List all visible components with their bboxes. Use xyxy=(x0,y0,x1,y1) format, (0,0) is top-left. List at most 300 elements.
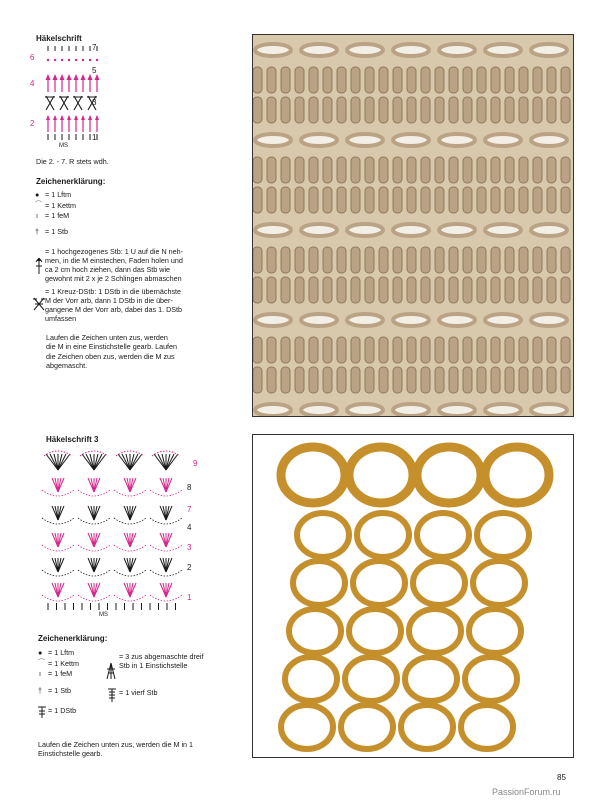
chart1-repeat-note: Die 2. - 7. R stets wdh. xyxy=(36,157,109,166)
stitch-shape xyxy=(253,277,262,303)
stitch-shape xyxy=(505,157,514,183)
stitch-shape xyxy=(365,337,374,363)
stitch-shape xyxy=(561,67,570,93)
chain-dot xyxy=(47,59,49,61)
gap-shape xyxy=(255,224,291,236)
chart1-row-2: 2 xyxy=(30,119,35,128)
stb-head xyxy=(88,115,92,120)
gap-shape xyxy=(485,224,521,236)
gap-shape xyxy=(485,404,521,416)
chart1-note: Laufen die Zeichen unten zus, werden die M in eine Einstichstelle gearb. Laufen die Zeichen oben zus, werden die M zus abgemascht. xyxy=(46,333,178,370)
stitch-shape xyxy=(533,337,542,363)
stitch-shape xyxy=(561,337,570,363)
stb-head xyxy=(53,115,57,120)
stitch-shape xyxy=(519,67,528,93)
stitch-shape xyxy=(323,67,332,93)
loop-shape xyxy=(477,513,529,557)
stitch-shape xyxy=(449,157,458,183)
stitch-shape xyxy=(421,277,430,303)
stitch-shape xyxy=(449,97,458,123)
chart1-row-4: 4 xyxy=(30,79,35,88)
stitch-shape xyxy=(295,97,304,123)
arc-icon: ⌒ xyxy=(38,658,46,667)
loop-shape xyxy=(281,705,333,749)
stitch-shape xyxy=(365,157,374,183)
stitch-shape xyxy=(491,337,500,363)
legend2-item-three-stb: = 3 zus abgemaschte dreif Stb in 1 Einstichstelle xyxy=(106,652,256,679)
stitch-shape xyxy=(505,247,514,273)
three-stb-together-icon xyxy=(106,654,116,688)
stitch-shape xyxy=(463,337,472,363)
dot-icon: ● xyxy=(38,648,43,657)
stitch-shape xyxy=(421,97,430,123)
gap-shape xyxy=(255,134,291,146)
stb-icon: † xyxy=(38,686,42,695)
stitch-shape xyxy=(337,157,346,183)
stitch-shape xyxy=(253,337,262,363)
stitch-shape xyxy=(337,97,346,123)
loop-shape xyxy=(345,657,397,701)
stitch-shape xyxy=(491,157,500,183)
dot-icon: ● xyxy=(35,190,40,199)
stitch-shape xyxy=(547,367,556,393)
legend1-item-pulled: = 1 hochgezogenes Stb: 1 U auf die N neh- men, in die M einstechen, Faden holen und ca 2 cm hoch ziehen, dann das Stb wie gewohnt mit 2 x je 2 Schlingen abmaschen xyxy=(33,247,313,274)
cross-mark xyxy=(59,96,69,110)
fan-mark xyxy=(158,454,166,470)
loop-shape xyxy=(405,657,457,701)
stitch-shape xyxy=(449,367,458,393)
stitch-shape xyxy=(491,277,500,303)
dstb-icon xyxy=(38,706,46,718)
stitch-shape xyxy=(463,187,472,213)
stitch-shape xyxy=(519,277,528,303)
stitch-shape xyxy=(253,187,262,213)
stb-head xyxy=(95,115,99,120)
stitch-shape xyxy=(533,187,542,213)
stitch-shape xyxy=(337,337,346,363)
stitch-shape xyxy=(253,157,262,183)
stitch-shape xyxy=(365,367,374,393)
stitch-shape xyxy=(309,247,318,273)
stitch-shape xyxy=(309,97,318,123)
stitch-shape xyxy=(281,367,290,393)
stitch-shape xyxy=(309,67,318,93)
stitch-shape xyxy=(435,247,444,273)
chart1-ms-label: MS xyxy=(59,143,68,149)
stitch-shape xyxy=(477,337,486,363)
stitch-shape xyxy=(379,97,388,123)
stitch-shape xyxy=(477,187,486,213)
stb-head xyxy=(67,115,71,120)
stitch-shape xyxy=(281,187,290,213)
gap-shape xyxy=(255,44,291,56)
legend1-item-cross: = 1 Kreuz-DStb: 1 DStb in die übernächste M der Vorr arb, dann 1 DStb in die über- gangene M der Vorr arb, dabei das 1. DStb umfassen xyxy=(33,287,313,314)
stitch-shape xyxy=(505,97,514,123)
page-number: 85 xyxy=(557,773,566,782)
gap-shape xyxy=(393,404,429,416)
stitch-shape xyxy=(379,247,388,273)
stitch-shape xyxy=(477,247,486,273)
loop-shape xyxy=(465,657,517,701)
loop-shape xyxy=(341,705,393,749)
chart2-diagram xyxy=(36,448,196,618)
stitch-shape xyxy=(295,187,304,213)
loop-shape xyxy=(401,705,453,749)
chart1-row-1: 1 xyxy=(92,133,97,142)
stitch-shape xyxy=(323,157,332,183)
gap-shape xyxy=(485,314,521,326)
stitch-shape xyxy=(323,97,332,123)
gap-shape xyxy=(301,224,337,236)
stitch-shape xyxy=(449,277,458,303)
fan-shape xyxy=(417,447,481,503)
stitch-shape xyxy=(365,67,374,93)
legend1-title: Zeichenerklärung: xyxy=(36,177,106,186)
stitch-shape xyxy=(421,367,430,393)
stitch-shape xyxy=(463,157,472,183)
stitch-shape xyxy=(309,187,318,213)
stitch-shape xyxy=(393,157,402,183)
stitch-shape xyxy=(547,67,556,93)
stitch-shape xyxy=(505,337,514,363)
chart1-title: Häkelschrift xyxy=(36,34,82,43)
legend2-title: Zeichenerklärung: xyxy=(38,634,108,643)
stitch-shape xyxy=(379,187,388,213)
stitch-shape xyxy=(281,247,290,273)
stitch-shape xyxy=(267,247,276,273)
gap-shape xyxy=(255,404,291,416)
stitch-shape xyxy=(449,67,458,93)
stitch-shape xyxy=(323,247,332,273)
pulled-head xyxy=(53,74,58,80)
stitch-shape xyxy=(561,247,570,273)
stitch-shape xyxy=(281,277,290,303)
stitch-shape xyxy=(477,277,486,303)
stitch-shape xyxy=(533,157,542,183)
stitch-shape xyxy=(547,247,556,273)
stitch-shape xyxy=(351,337,360,363)
stitch-shape xyxy=(463,367,472,393)
stitch-shape xyxy=(379,337,388,363)
cross-mark xyxy=(45,96,55,110)
stitch-shape xyxy=(463,97,472,123)
chart2-row-8: 8 xyxy=(187,483,192,492)
stitch-shape xyxy=(267,367,276,393)
loop-shape xyxy=(297,513,349,557)
gap-shape xyxy=(301,134,337,146)
stitch-shape xyxy=(309,367,318,393)
stitch-shape xyxy=(337,67,346,93)
stitch-shape xyxy=(337,187,346,213)
stitch-shape xyxy=(365,97,374,123)
stitch-shape xyxy=(449,247,458,273)
loop-shape xyxy=(349,609,401,653)
stitch-shape xyxy=(379,277,388,303)
gap-shape xyxy=(531,134,567,146)
stitch-shape xyxy=(253,97,262,123)
gap-shape xyxy=(531,404,567,416)
gap-shape xyxy=(485,134,521,146)
gap-shape xyxy=(347,404,383,416)
stitch-shape xyxy=(407,67,416,93)
stitch-shape xyxy=(407,247,416,273)
stitch-shape xyxy=(267,67,276,93)
gap-shape xyxy=(393,314,429,326)
stitch-shape xyxy=(561,367,570,393)
stitch-shape xyxy=(267,277,276,303)
stb-head xyxy=(81,115,85,120)
stitch-shape xyxy=(491,67,500,93)
stitch-shape xyxy=(337,367,346,393)
stitch-shape xyxy=(505,67,514,93)
stitch-shape xyxy=(393,67,402,93)
gap-shape xyxy=(439,314,475,326)
arc-icon: ⌒ xyxy=(35,200,43,209)
chart2-ms-label: MS xyxy=(99,612,108,618)
gap-shape xyxy=(439,134,475,146)
chain-dot xyxy=(96,59,98,61)
stitch-shape xyxy=(533,97,542,123)
stitch-shape xyxy=(379,367,388,393)
chart1-row-7: 7 xyxy=(92,43,97,52)
fan-mark xyxy=(86,454,94,470)
stitch-shape xyxy=(351,187,360,213)
stitch-shape xyxy=(309,337,318,363)
stitch-shape xyxy=(393,187,402,213)
stitch-shape xyxy=(547,337,556,363)
stitch-shape xyxy=(351,97,360,123)
stitch-shape xyxy=(421,337,430,363)
loop-shape xyxy=(409,609,461,653)
gap-shape xyxy=(439,404,475,416)
stitch-shape xyxy=(295,277,304,303)
fan-mark xyxy=(50,454,58,470)
stitch-shape xyxy=(421,247,430,273)
stb-head xyxy=(60,115,64,120)
stitch-shape xyxy=(477,67,486,93)
stitch-shape xyxy=(323,337,332,363)
stitch-shape xyxy=(253,247,262,273)
pulled-head xyxy=(60,74,65,80)
stitch-shape xyxy=(491,367,500,393)
loop-shape xyxy=(293,561,345,605)
stitch-shape xyxy=(421,157,430,183)
stitch-shape xyxy=(295,157,304,183)
stitch-shape xyxy=(351,157,360,183)
stitch-shape xyxy=(547,187,556,213)
gap-shape xyxy=(393,134,429,146)
pulled-head xyxy=(67,74,72,80)
stitch-shape xyxy=(281,157,290,183)
chain-dot xyxy=(68,59,70,61)
stitch-shape xyxy=(267,337,276,363)
stitch-shape xyxy=(407,367,416,393)
vierf-stb-icon xyxy=(108,688,116,702)
stitch-shape xyxy=(463,277,472,303)
stitch-shape xyxy=(533,247,542,273)
loop-shape xyxy=(417,513,469,557)
stitch-shape xyxy=(281,337,290,363)
cross-mark xyxy=(73,96,83,110)
stitch-shape xyxy=(337,277,346,303)
stitch-shape xyxy=(519,247,528,273)
stitch-shape xyxy=(519,187,528,213)
chart1-row-6: 6 xyxy=(30,53,35,62)
cross-dstb-icon xyxy=(33,288,45,320)
gap-shape xyxy=(347,314,383,326)
chart2-row-4: 4 xyxy=(187,523,192,532)
chart1-row-5: 5 xyxy=(92,66,97,75)
loop-shape xyxy=(353,561,405,605)
stitch-shape xyxy=(561,157,570,183)
pulled-head xyxy=(81,74,86,80)
loop-shape xyxy=(473,561,525,605)
stitch-shape xyxy=(323,277,332,303)
stb-head xyxy=(46,115,50,120)
stitch-shape xyxy=(309,157,318,183)
bar-icon: ı xyxy=(39,669,41,678)
stitch-shape xyxy=(379,67,388,93)
loop-shape xyxy=(461,705,513,749)
stitch-shape xyxy=(351,277,360,303)
stitch-shape xyxy=(351,67,360,93)
stitch-shape xyxy=(421,187,430,213)
stitch-shape xyxy=(435,157,444,183)
stitch-shape xyxy=(337,247,346,273)
stitch-shape xyxy=(267,187,276,213)
stitch-shape xyxy=(533,67,542,93)
pulled-head xyxy=(74,74,79,80)
stitch-shape xyxy=(491,187,500,213)
gap-shape xyxy=(485,44,521,56)
stb-icon: † xyxy=(35,227,39,236)
stitch-shape xyxy=(519,367,528,393)
stitch-shape xyxy=(561,97,570,123)
chart2-row-2: 2 xyxy=(187,563,192,572)
stitch-shape xyxy=(463,247,472,273)
chart2-row-9: 9 xyxy=(193,459,198,468)
chart2-row-3: 3 xyxy=(187,543,192,552)
chain-dot xyxy=(54,59,56,61)
stitch-shape xyxy=(561,187,570,213)
gap-shape xyxy=(301,404,337,416)
stb-head xyxy=(74,115,78,120)
stitch-shape xyxy=(393,247,402,273)
stitch-shape xyxy=(407,337,416,363)
stitch-shape xyxy=(365,247,374,273)
chart2-note: Laufen die Zeichen unten zus, werden die M in 1 Einstichstelle gearb. xyxy=(38,740,194,759)
stitch-shape xyxy=(407,187,416,213)
stitch-shape xyxy=(547,277,556,303)
stitch-shape xyxy=(519,337,528,363)
gap-shape xyxy=(347,224,383,236)
stitch-shape xyxy=(547,157,556,183)
stitch-shape xyxy=(435,67,444,93)
stitch-shape xyxy=(295,67,304,93)
fan-shape xyxy=(485,447,549,503)
stitch-shape xyxy=(295,337,304,363)
stitch-shape xyxy=(393,337,402,363)
stitch-shape xyxy=(295,367,304,393)
chart2-row-7: 7 xyxy=(187,505,192,514)
stitch-shape xyxy=(463,67,472,93)
gap-shape xyxy=(347,44,383,56)
stitch-shape xyxy=(491,97,500,123)
stitch-shape xyxy=(267,97,276,123)
watermark: PassionForum.ru xyxy=(492,787,561,797)
pulled-head xyxy=(46,74,51,80)
stitch-shape xyxy=(253,67,262,93)
stitch-shape xyxy=(561,277,570,303)
gap-shape xyxy=(301,314,337,326)
loop-shape xyxy=(357,513,409,557)
stitch-shape xyxy=(435,97,444,123)
loop-shape xyxy=(413,561,465,605)
stitch-shape xyxy=(323,367,332,393)
stitch-shape xyxy=(533,367,542,393)
stitch-shape xyxy=(407,157,416,183)
loop-shape xyxy=(469,609,521,653)
stitch-shape xyxy=(393,277,402,303)
stitch-shape xyxy=(393,97,402,123)
stitch-photo-2 xyxy=(252,434,574,758)
gap-shape xyxy=(255,314,291,326)
chart1-row-3: 3 xyxy=(92,98,97,107)
gap-shape xyxy=(439,224,475,236)
stitch-shape xyxy=(477,97,486,123)
stitch-shape xyxy=(253,367,262,393)
stitch-shape xyxy=(407,277,416,303)
stitch-shape xyxy=(477,157,486,183)
chart2-title: Häkelschrift 3 xyxy=(46,435,99,444)
gap-shape xyxy=(531,314,567,326)
stitch-shape xyxy=(547,97,556,123)
gap-shape xyxy=(347,134,383,146)
stitch-shape xyxy=(477,367,486,393)
gap-shape xyxy=(531,44,567,56)
stitch-shape xyxy=(407,97,416,123)
stitch-shape xyxy=(351,247,360,273)
stitch-shape xyxy=(505,187,514,213)
pulled-stb-icon xyxy=(35,249,43,283)
fan-shape xyxy=(349,447,413,503)
stitch-shape xyxy=(505,277,514,303)
stitch-shape xyxy=(435,187,444,213)
chain-dot xyxy=(82,59,84,61)
stitch-shape xyxy=(505,367,514,393)
stitch-shape xyxy=(281,97,290,123)
chain-dot xyxy=(75,59,77,61)
stitch-shape xyxy=(365,277,374,303)
stitch-shape xyxy=(519,97,528,123)
stitch-shape xyxy=(351,367,360,393)
gap-shape xyxy=(393,44,429,56)
stitch-shape xyxy=(435,337,444,363)
gap-shape xyxy=(393,224,429,236)
stitch-shape xyxy=(491,247,500,273)
stitch-shape xyxy=(379,157,388,183)
stitch-shape xyxy=(323,187,332,213)
fan-shape xyxy=(281,447,345,503)
gap-shape xyxy=(301,44,337,56)
fan-mark xyxy=(122,454,130,470)
stitch-shape xyxy=(281,67,290,93)
loop-shape xyxy=(285,657,337,701)
stitch-shape xyxy=(393,367,402,393)
stitch-shape xyxy=(267,157,276,183)
stitch-shape xyxy=(421,67,430,93)
chart2-row-1: 1 xyxy=(187,593,192,602)
